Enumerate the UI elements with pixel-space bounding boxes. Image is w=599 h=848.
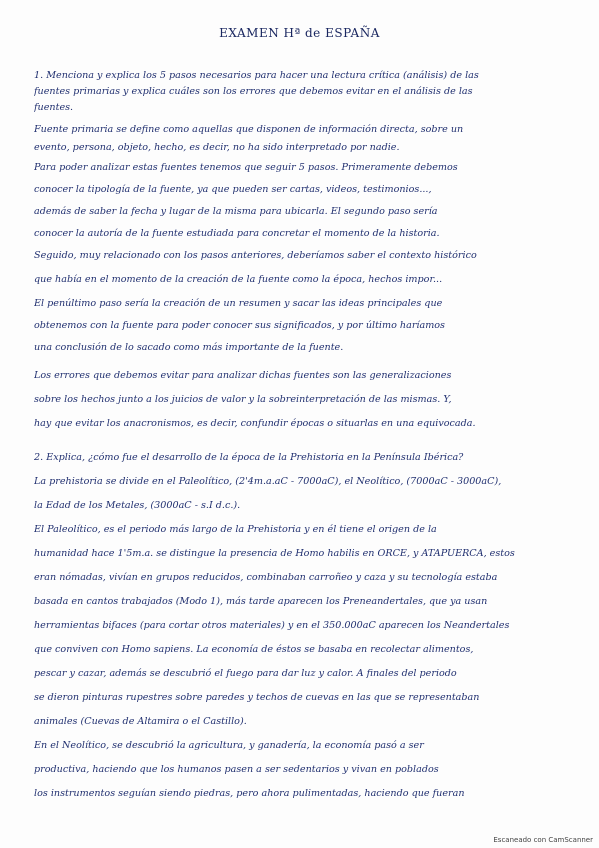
q1-answer-line-5: además de saber la fecha y lugar de la misma para ubicarla. El segundo paso sería [34, 206, 438, 217]
q2-question-line-3: la Edad de los Metales, (3000aC - s.I d.c.). [34, 500, 241, 511]
q2-answer-line-3: eran nómadas, vivían en grupos reducidos, combinaban carroñeo y caza y su tecnología estaba [34, 572, 498, 583]
q1-question-line-2: fuentes primarias y explica cuáles son los errores que debemos evitar en el análisis de las [34, 86, 473, 97]
q1-errors-line-2: sobre los hechos junto a los juicios de valor y la sobreinterpretación de las mismas. Y, [34, 394, 452, 405]
q1-answer-line-10: obtenemos con la fuente para poder conocer sus significados, y por último haríamos [34, 320, 445, 331]
q2-answer-line-1: El Paleolítico, es el periodo más largo de la Prehistoria y en él tiene el origen de la [34, 524, 437, 535]
q2-answer-line-2: humanidad hace 1'5m.a. se distingue la presencia de Homo habilis en ORCE, y ATAPUERCA, estos [34, 548, 515, 559]
q2-answer-line-8: se dieron pinturas rupestres sobre paredes y techos de cuevas en las que se representaban [34, 692, 480, 703]
q1-answer-line-4: conocer la tipología de la fuente, ya que pueden ser cartas, videos, testimonios..., [34, 184, 432, 195]
q1-answer-line-8: que había en el momento de la creación de la fuente como la época, hechos impor... [34, 274, 443, 285]
q1-answer-line-2: evento, persona, objeto, hecho, es decir, no ha sido interpretado por nadie. [34, 142, 400, 153]
q2-answer-line-6: que conviven con Homo sapiens. La economía de éstos se basaba en recolectar alimentos, [34, 644, 474, 655]
q1-answer-line-6: conocer la autoría de la fuente estudiada para concretar el momento de la historia. [34, 228, 440, 239]
q2-answer-line-9: animales (Cuevas de Altamira o el Castillo). [34, 716, 247, 727]
exam-title: EXAMEN Hª de ESPAÑA [219, 26, 380, 40]
q1-errors-line-1: Los errores que debemos evitar para analizar dichas fuentes son las generalizaciones [34, 370, 452, 381]
q2-answer-line-5: herramientas bifaces (para cortar otros materiales) y en el 350.000aC aparecen los Neandertales [34, 620, 510, 631]
q2-answer-line-11: productiva, haciendo que los humanos pasen a ser sedentarios y vivan en poblados [34, 764, 439, 775]
q1-errors-line-3: hay que evitar los anacronismos, es decir, confundir épocas o situarlas en una equivocada. [34, 418, 476, 429]
q1-question-line-1: 1. Menciona y explica los 5 pasos necesarios para hacer una lectura crítica (análisis) de las [34, 70, 479, 81]
q1-answer-line-1: Fuente primaria se define como aquellas que disponen de información directa, sobre un [34, 124, 464, 135]
q2-question-line-1: 2. Explica, ¿cómo fue el desarrollo de la época de la Prehistoria en la Península Ibérica? [34, 452, 464, 463]
q1-question-line-3: fuentes. [34, 102, 74, 113]
q2-answer-line-4: basada en cantos trabajados (Modo 1), más tarde aparecen los Preneandertales, que ya usan [34, 596, 488, 607]
q2-answer-line-7: pescar y cazar, además se descubrió el fuego para dar luz y calor. A finales del periodo [34, 668, 457, 679]
q1-answer-line-7: Seguido, muy relacionado con los pasos anteriores, deberíamos saber el contexto histórico [34, 250, 477, 261]
scanner-watermark: Escaneado con CamScanner [493, 836, 593, 844]
q1-answer-line-9: El penúltimo paso sería la creación de un resumen y sacar las ideas principales que [34, 298, 443, 309]
q1-answer-line-3: Para poder analizar estas fuentes tenemos que seguir 5 pasos. Primeramente debemos [34, 162, 458, 173]
q2-answer-line-12: los instrumentos seguían siendo piedras, pero ahora pulimentadas, haciendo que fueran [34, 788, 465, 799]
q2-question-line-2: La prehistoria se divide en el Paleolítico, (2'4m.a.aC - 7000aC), el Neolítico, (7000aC - 3000aC), [34, 476, 502, 487]
q2-answer-line-10: En el Neolítico, se descubrió la agricultura, y ganadería, la economía pasó a ser [34, 740, 424, 751]
q1-answer-line-11: una conclusión de lo sacado como más importante de la fuente. [34, 342, 344, 353]
